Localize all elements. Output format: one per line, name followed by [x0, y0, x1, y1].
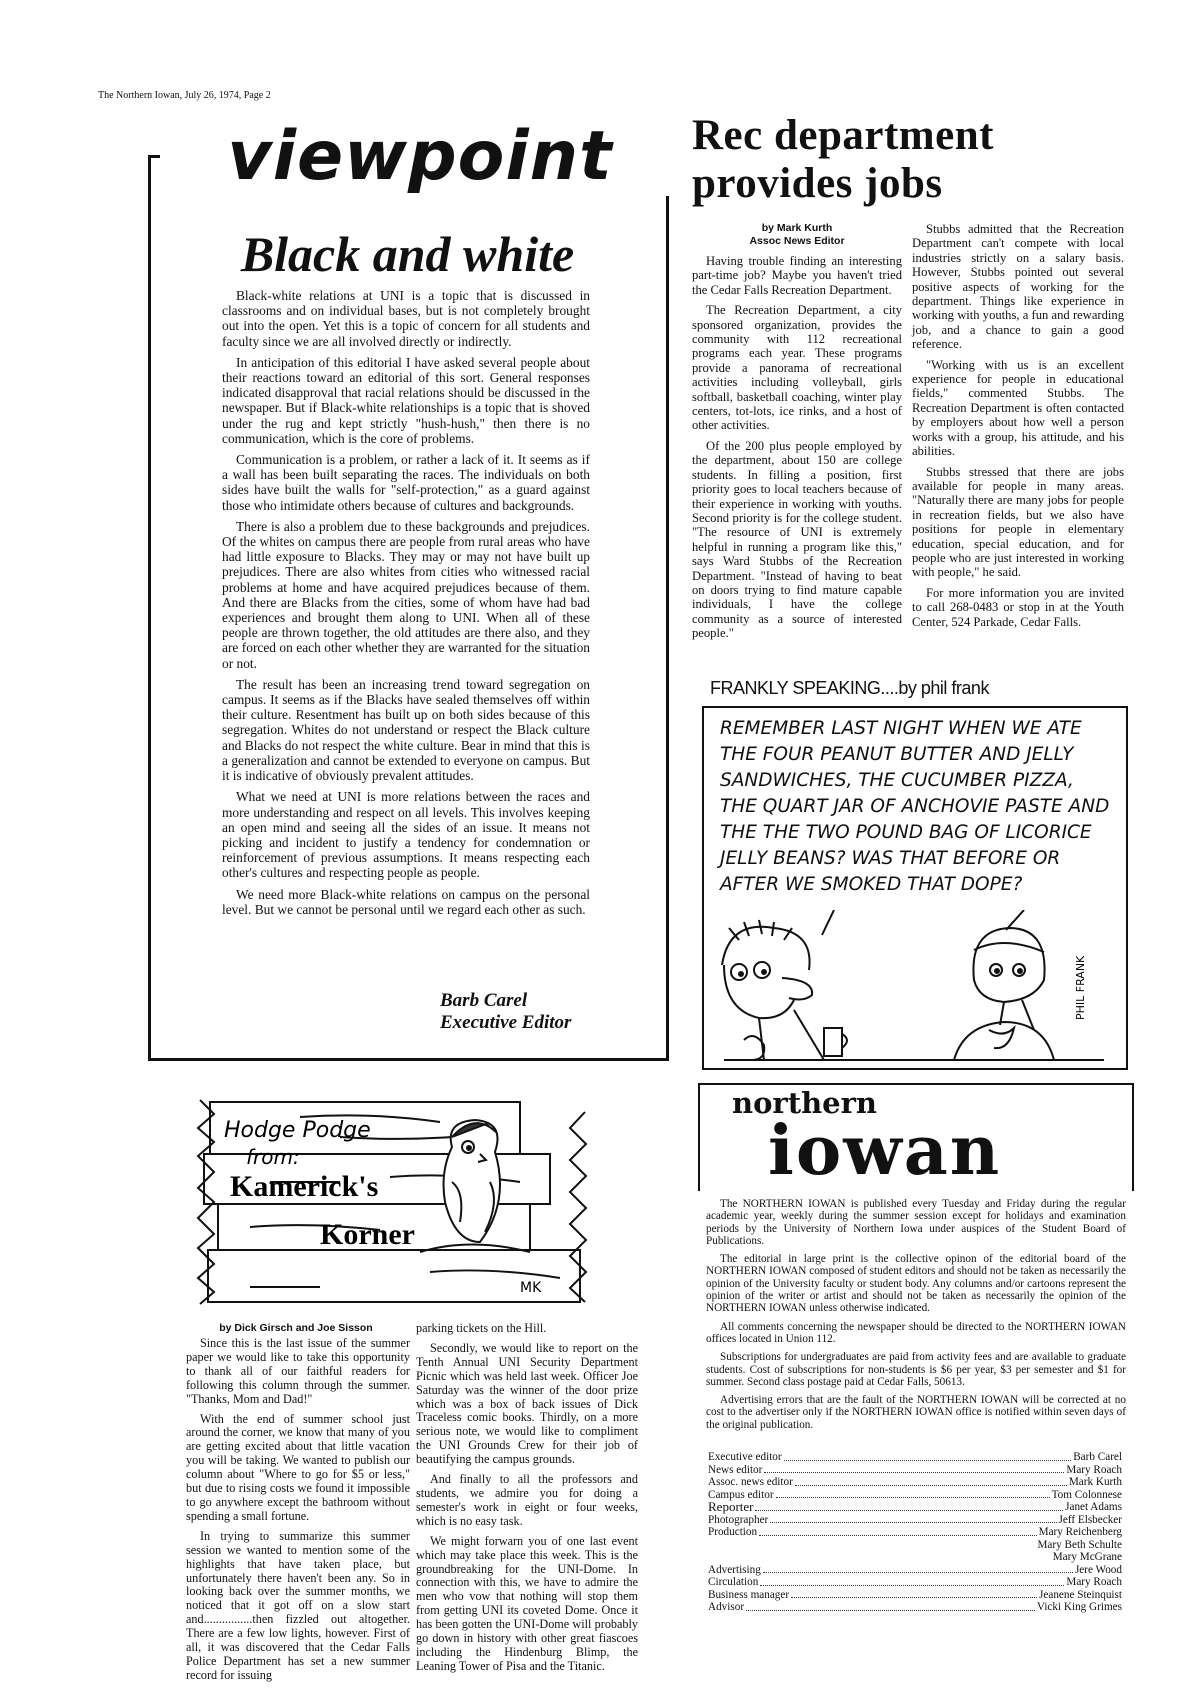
page-masthead: The Northern Iowan, July 26, 1974, Page 2 — [98, 90, 271, 101]
northern-iowan-title-top: northern — [732, 1086, 877, 1120]
staff-row: Reporter Janet Adams — [708, 1499, 1122, 1514]
staff-list — [708, 1451, 1122, 1614]
sign-kamericks: Kamerick's — [230, 1170, 379, 1203]
hodge-podge-sign — [190, 1092, 605, 1310]
info-paragraph: The NORTHERN IOWAN is published every Tuesday and Friday during the regular academic year, weekly during the summer session except for holidays and examination periods by the University of Northern Iowa under auspices of the Student Board of Publications. — [706, 1198, 1126, 1247]
rec-headline-line1: Rec department — [692, 112, 994, 159]
byline-title: Assoc News Editor — [749, 235, 845, 247]
sign-korner: Korner — [320, 1218, 415, 1251]
column-paragraph: With the end of summer school just around the corner, we know that many of you are getting excited about that little vacation you will be taking. We wanted to publish our column about "Where to go for $5 or less," but due to rising costs we found it impossible to go anywhere except the bathroom without spending a small fortune. — [186, 1411, 410, 1523]
staff-row: Campus editor Tom Colonnese — [708, 1488, 1122, 1501]
northern-iowan-info — [706, 1198, 1126, 1437]
info-paragraph: Advertising errors that are the fault of the NORTHERN IOWAN will be corrected at no cost to the advertiser only if the NORTHERN IOWAN office is notified within seven days of the original publication. — [706, 1394, 1126, 1431]
column-paragraph: We might forwarn you of one last event which may take place this week. This is the groundbreaking for the UNI-Dome. In connection with this, we have to admire the men who vow that nothing will stop them from getting UNI its coveted Dome. Once it has been gotten the UNI-Dome will probably go down in history with other great fiascoes including the Hindenburg Blimp, the Leaning Tower of Pisa and the Titanic. — [416, 1533, 638, 1673]
signature-title: Executive Editor — [440, 1012, 572, 1033]
sign-from: from: — [246, 1145, 300, 1169]
hodge-podge-byline: by Dick Girsch and Joe Sisson — [219, 1322, 373, 1334]
rec-column-1 — [692, 222, 902, 647]
owl-icon — [420, 1120, 530, 1252]
staff-row: Photographer Jeff Elsbecker — [708, 1513, 1122, 1526]
hodge-podge-column-1 — [186, 1337, 410, 1689]
rec-paragraph: Of the 200 plus people employed by the department, about 150 are college students. In filling a position, first priority goes to local teachers because of their experience in working with youths. Second priority is for the college student. "The resource of UNI is extremely helpful in running a program like this," says Ward Stubbs of the Recreation Department. "Instead of having to beat on doors trying to find mature capable individuals, I have the college community as a source of interested people." — [692, 438, 902, 641]
editorial-paragraph: The result has been an increasing trend toward segregation on campus. It seems as if the Blacks have sealed themselves off within their culture. Resentment has built up on both sides because of this segregation. Whites do not understand or respect the Black culture and Blacks do not respect the white culture. Bear in mind that this is a generalization and cannot be extended to everyone on campus. But it is indicative of obviously prevalent attitudes. — [222, 676, 590, 784]
rec-paragraph: Stubbs admitted that the Recreation Department can't compete with local industries strictly on a salary basis. However, Stubbs pointed out several positive aspects of working for the department. Things like experience in working with youths, a fun and rewarding job, and a chance to gain a good reference. — [912, 222, 1124, 352]
column-paragraph: And finally to all the professors and students, we admire you for doing a semester's work in eight or four weeks, which is no easy task. — [416, 1472, 638, 1528]
rec-byline — [692, 222, 902, 248]
viewpoint-section-title: viewpoint — [160, 118, 680, 196]
northern-iowan-title-big: iowan — [768, 1111, 1002, 1191]
byline-name: by Mark Kurth — [761, 222, 833, 234]
rec-headline-line2: provides jobs — [692, 160, 943, 207]
right-character — [954, 928, 1054, 1060]
staff-row: Executive editor Barb Carel — [708, 1451, 1122, 1463]
comic-speech: REMEMBER LAST NIGHT WHEN WE ATE THE FOUR PEANUT BUTTER AND JELLY SANDWICHES, THE CUCUMBER PIZZA, THE QUART JAR OF ANCHOVIE PASTE AND THE THE TWO POUND BAG OF LICORICE JELLY BEANS? WAS THAT BEFORE OR AFTER WE SMOKED THAT DOPE? — [720, 718, 1110, 895]
editorial-paragraph: There is also a problem due to these backgrounds and prejudices. Of the whites on campus there are people from rural areas who have had little exposure to Blacks. They may or may not have built up prejudices. There are also whites from cities who witnessed racial problems at home and have acquired prejudices because of them. And there are Blacks from the cities, some of whom have had bad experiences and brought them along to UNI. When all of these people are thrown together, the old attitudes are there also, and they are forced on each other whether they are warranted for the situation or not. — [222, 518, 590, 671]
sign-hodge-podge: Hodge Podge — [224, 1118, 371, 1143]
rec-paragraph: Having trouble finding an interesting part-time job? Maybe you haven't tried the Cedar Falls Recreation Department. — [692, 254, 902, 297]
rec-headline — [692, 112, 1142, 208]
comic-title: FRANKLY SPEAKING....by phil frank — [710, 678, 989, 698]
staff-row-continued: Mary McGrane — [1052, 1551, 1122, 1563]
hodge-podge-column-2 — [416, 1322, 638, 1680]
staff-row: Business manager Jeanene Steinquist — [708, 1588, 1122, 1601]
editorial-paragraph: What we need at UNI is more relations between the races and more understanding and respect on all levels. This involves keeping an open mind and seeing all the sides of an issue. It means not picking and incident to justify a tendency for condemnation or reinforcement of previous assumptions. It means respecting each other's cultures and respecting people as people. — [222, 789, 590, 881]
staff-row-continued: Mary Beth Schulte — [1037, 1538, 1122, 1551]
column-paragraph: In trying to summarize this summer session we wanted to mention some of the highlights that have taken place, but unfortunately there haven't been any. So in looking back over the summer months, we noticed that it got off on a slow start and................then fizzled out altogether. There are a few low lights, however. First of all, it was discovered that the Cedar Falls Police Department has set a new summer record for issuing — [186, 1528, 410, 1682]
editorial-signature — [440, 990, 640, 1034]
info-paragraph: Subscriptions for undergraduates are paid from activity fees and are available to graduate students. Cost of subscriptions for non-students is $6 per year, $3 per semester and $1 for summer. Second class postage paid at Cedar Falls, 50613. — [706, 1351, 1126, 1388]
speech-tail — [822, 910, 834, 935]
rec-paragraph: Stubbs stressed that there are jobs available for people in many areas. "Naturally there are many jobs for people in recreation fields, but we also have positions for people in elementary education, special education, and for people who are just interested in working with people," he said. — [912, 464, 1124, 580]
comic-illustration — [704, 910, 1122, 1064]
rec-paragraph: The Recreation Department, a city sponsored organization, provides the community with 112 recreational programs each year. These programs provide a panorama of recreational activities including volleyball, girls softball, basketball coaching, winter play centers, tot-lots, ice rinks, and a host of other activities. — [692, 303, 902, 433]
info-paragraph: All comments concerning the newspaper should be directed to the NORTHERN IOWAN offices located in Union 112. — [706, 1320, 1126, 1345]
artist-initials: MK — [520, 1280, 542, 1296]
editorial-paragraph: In anticipation of this editorial I have asked several people about their reactions toward an editorial of this sort. General responses indicated disapproval that racial relations should be discussed in the newspaper. But if Black-white relationships is a topic that is shoved under the rug and kept strictly "hush-hush," then there is no communication, which is the core of problems. — [222, 354, 590, 446]
editorial-body — [222, 288, 590, 923]
staff-row: Circulation Mary Roach — [708, 1576, 1122, 1588]
staff-row: Production Mary Reichenberg — [708, 1526, 1122, 1538]
info-paragraph: The editorial in large print is the collective opinon of the editorial board of the NORTHERN IOWAN composed of student editors and should not be taken as necessarily the opinion of the University faculty or student body. Any columns and/or cartoons represent the opinion of the writer or artist and should not be taken as necessarily the opinion of the NORTHERN IOWAN unless otherwise indicated. — [706, 1253, 1126, 1315]
column-paragraph: parking tickets on the Hill. — [416, 1321, 547, 1335]
staff-row: Assoc. news editor Mark Kurth — [708, 1476, 1122, 1488]
column-paragraph: Secondly, we would like to report on the Tenth Annual UNI Security Department Picnic which was held last week. Officer Joe Saturday was the winner of the door prize which was a box of back issues of Dick Traceless comic books. Thirdly, on a more serious note, we would like to compliment the UNI Grounds Crew for their job of beautifying the campus grounds. — [416, 1340, 638, 1467]
rec-paragraph: "Working with us is an excellent experience for people in educational fields," commented Stubbs. The Recreation Department is often contacted by employers about how well a person works with a group, his attitude, and his abilities. — [912, 357, 1124, 459]
rec-paragraph: For more information you are invited to call 268-0483 or stop in at the Youth Center, 524 Parkade, Cedar Falls. — [912, 585, 1124, 629]
editorial-paragraph: Communication is a problem, or rather a lack of it. It seems as if a wall has been built separating the races. The individuals on both sides have built the walls for "self-protection," as a guard against those who intimidate others because of cultures and backgrounds. — [222, 452, 590, 513]
staff-row: Advertising Jere Wood — [708, 1563, 1122, 1576]
editorial-paragraph: We need more Black-white relations on campus on the personal level. But we cannot be personal until we regard each other as such. — [222, 886, 590, 917]
column-paragraph: Since this is the last issue of the summer paper we would like to take this opportunity to thank all of our faithful readers for following this column through the summer. "Thanks, Mom and Dad!" — [186, 1336, 410, 1406]
editorial-paragraph: Black-white relations at UNI is a topic that is discussed in classrooms and on individual bases, but is not completely brought out into the open. Yet this is a topic of concern for all students and faculty since we are all involved directly or indirectly. — [222, 288, 590, 349]
left-character — [722, 920, 824, 1060]
staff-row: News editor Mary Roach — [708, 1463, 1122, 1476]
comic-artist-signature: PHIL FRANK — [1074, 955, 1087, 1020]
mug-icon — [824, 1028, 847, 1056]
staff-row: Advisor Vicki King Grimes — [708, 1601, 1122, 1613]
signature-name: Barb Carel — [440, 990, 528, 1011]
editorial-headline: Black and white — [240, 226, 575, 282]
speech-tail — [1006, 910, 1024, 930]
rec-column-2 — [912, 222, 1124, 635]
